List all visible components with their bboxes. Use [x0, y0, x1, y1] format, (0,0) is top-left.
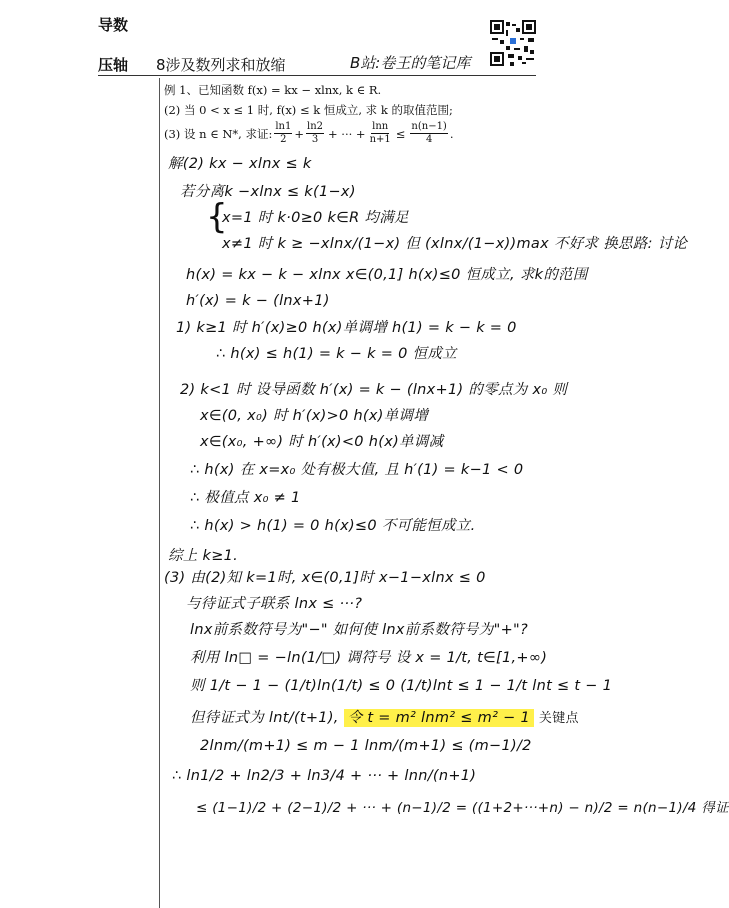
solution-line-10: x∈(0, x₀) 时 h′(x)>0 h(x)单调增	[200, 408, 429, 424]
fraction-rhs: $\frac{n(n-1)}{4}$	[411, 121, 447, 145]
solution-line-02: 若分离k −xlnx ≤ k(1−x)	[180, 184, 356, 200]
ellipsis-sum: + ··· +	[328, 126, 366, 141]
solution-line-16: (3) 由(2)知 k=1时, x∈(0,1]时 x−1−xlnx ≤ 0	[164, 570, 486, 586]
solution-line-03: x=1 时 k·0≥0 k∈R 均满足	[222, 210, 409, 226]
problem-line-2: (2) 当 0 < x ≤ 1 时, f(x) ≤ k 恒成立, 求 k 的取值范围;	[164, 103, 453, 117]
solution-line-24: ≤ (1−1)/2 + (2−1)/2 + ··· + (n−1)/2 = ((1+2+···+n) − n)/2 = n(n−1)/4 得证	[196, 800, 729, 816]
solution-line-17: 与待证式子联系 lnx ≤ ···?	[186, 596, 363, 612]
topic-title: 导数	[98, 16, 129, 34]
solution-line-01: 解(2) kx − xlnx ≤ k	[168, 156, 312, 172]
solution-line-21-text: 但待证式为 lnt/(t+1),	[190, 710, 339, 726]
section-title: 8涉及数列求和放缩	[156, 56, 286, 74]
problem-line-3-prefix: (3) 设 n ∈ N*, 求证:	[164, 126, 273, 141]
solution-line-07: 1) k≥1 时 h′(x)≥0 h(x)单调增 h(1) = k − k = 0	[176, 320, 517, 336]
period: .	[449, 126, 454, 141]
solution-line-06: h′(x) = k − (lnx+1)	[186, 293, 330, 309]
key-substitution-highlight: 令 t = m² lnm² ≤ m² − 1	[344, 709, 534, 727]
problem-line-3	[164, 122, 454, 145]
fraction-ln2: $\frac{\ln 2}{3}$	[307, 121, 324, 145]
solution-line-05: h(x) = kx − k − xlnx x∈(0,1] h(x)≤0 恒成立, 求k的范围	[186, 267, 588, 283]
solution-line-18: lnx前系数符号为"−" 如何使 lnx前系数符号为"+"?	[190, 622, 528, 638]
margin-line	[159, 78, 160, 908]
solution-line-04: x≠1 时 k ≥ −xlnx/(1−x) 但 (xlnx/(1−x))max 不好求 换思路: 讨论	[222, 236, 688, 252]
solution-line-09: 2) k<1 时 设导函数 h′(x) = k − (lnx+1) 的零点为 x₀ 则	[180, 382, 568, 398]
key-point-label: 关键点	[538, 711, 579, 726]
solution-line-23: ∴ ln1/2 + ln2/3 + ln3/4 + ··· + lnn/(n+1)	[172, 768, 477, 784]
problem-line-1: 例 1、已知函数 f(x) = kx − xlnx, k ∈ R.	[164, 83, 382, 97]
section-label: 压轴	[98, 56, 129, 74]
solution-line-19: 利用 ln□ = −ln(1/□) 调符号 设 x = 1/t, t∈[1,+∞)	[190, 650, 548, 666]
le-sign: ≤	[395, 126, 406, 141]
solution-line-08: ∴ h(x) ≤ h(1) = k − k = 0 恒成立	[216, 346, 457, 362]
header-divider	[98, 75, 536, 76]
solution-line-13: ∴ 极值点 x₀ ≠ 1	[190, 490, 301, 506]
qr-code-icon	[490, 20, 536, 66]
signature: B站:卷王的笔记库	[350, 54, 471, 72]
solution-line-20: 则 1/t − 1 − (1/t)ln(1/t) ≤ 0 (1/t)lnt ≤ 1 − 1/t lnt ≤ t − 1	[190, 678, 613, 694]
solution-line-14: ∴ h(x) > h(1) = 0 h(x)≤0 不可能恒成立.	[190, 518, 476, 534]
solution-line-12: ∴ h(x) 在 x=x₀ 处有极大值, 且 h′(1) = k−1 < 0	[190, 462, 524, 478]
solution-line-11: x∈(x₀, +∞) 时 h′(x)<0 h(x)单调减	[200, 434, 444, 450]
fraction-lnn: $\frac{\ln n}{n+1}$	[369, 121, 391, 145]
solution-line-15: 综上 k≥1.	[168, 548, 239, 564]
solution-line-21	[190, 706, 579, 727]
solution-line-22: 2lnm/(m+1) ≤ m − 1 lnm/(m+1) ≤ (m−1)/2	[200, 738, 532, 754]
plus-sign: +	[294, 126, 304, 141]
fraction-ln1: $\frac{\ln 1}{2}$	[275, 121, 292, 145]
case-brace: {	[206, 197, 228, 237]
